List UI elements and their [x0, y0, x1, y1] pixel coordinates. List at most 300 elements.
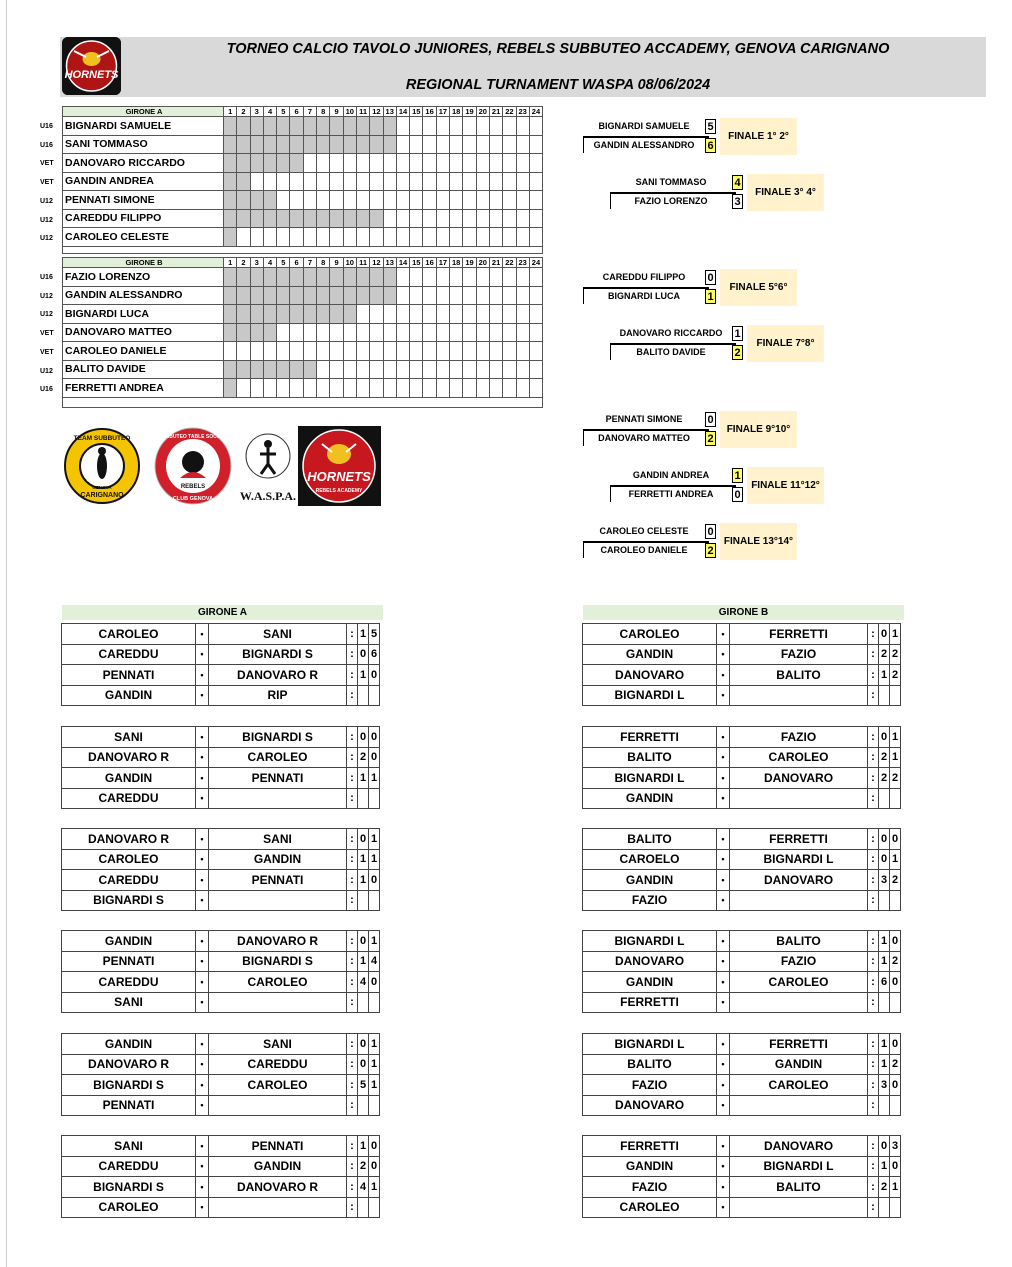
player-name: FAZIO LORENZO: [63, 268, 224, 287]
round-cell: [489, 305, 502, 324]
round-number: 8: [317, 258, 330, 268]
home-player: PENNATI: [62, 951, 196, 972]
match-row: [583, 849, 901, 870]
player-category: VET: [40, 160, 54, 168]
round-cell: [290, 117, 303, 136]
round-number: 1: [224, 107, 237, 117]
player-category: U12: [40, 292, 53, 300]
round-cell: [410, 286, 423, 305]
match-row: [583, 1034, 901, 1055]
round-cell: [436, 323, 449, 342]
round-cell: [330, 154, 343, 173]
round-cell: [476, 191, 489, 210]
final-divider: [583, 287, 709, 289]
round-cell: [396, 268, 409, 287]
away-player: FAZIO: [730, 727, 868, 748]
home-player: CAREDDU: [62, 870, 196, 891]
home-score: 1: [879, 665, 890, 686]
away-score: 2: [890, 665, 901, 686]
match-dot: •: [196, 624, 209, 645]
round-cell: [529, 135, 542, 154]
home-player: GANDIN: [583, 972, 717, 993]
score-colon: :: [347, 972, 358, 993]
away-score: 2: [890, 1054, 901, 1075]
round-cell: [516, 117, 529, 136]
final-player-2: CAROLEO DANIELE: [600, 545, 688, 555]
round-cell: [383, 342, 396, 361]
round-cell: [237, 268, 250, 287]
away-score: 0: [369, 747, 380, 768]
round-cell: [450, 117, 463, 136]
round-cell: [516, 323, 529, 342]
svg-text:REBELS ACADEMY: REBELS ACADEMY: [315, 488, 363, 494]
final-label: FINALE 5°6°: [720, 269, 797, 306]
score-colon: :: [868, 665, 879, 686]
home-score: 0: [879, 829, 890, 850]
away-score: [369, 1197, 380, 1218]
round-cell: [237, 135, 250, 154]
final-score-1: 1: [732, 326, 743, 341]
round-cell: [290, 360, 303, 379]
round-cell: [436, 209, 449, 228]
away-score: 2: [890, 768, 901, 789]
final-score-1: 5: [705, 119, 716, 134]
match-dot: •: [196, 870, 209, 891]
round-cell: [450, 172, 463, 191]
player-category: U12: [40, 216, 53, 224]
round-cell: [450, 360, 463, 379]
round-cell: [450, 305, 463, 324]
round-cell: [330, 172, 343, 191]
score-colon: :: [347, 1156, 358, 1177]
away-player: SANI: [209, 1034, 347, 1055]
away-score: 1: [369, 1034, 380, 1055]
home-player: CAREDDU: [62, 788, 196, 809]
away-player: [730, 1095, 868, 1116]
round-cell: [343, 209, 356, 228]
home-player: GANDIN: [62, 685, 196, 706]
round-cell: [317, 286, 330, 305]
home-player: DANOVARO: [583, 665, 717, 686]
round-number: 19: [463, 258, 476, 268]
match-dot: •: [196, 849, 209, 870]
match-dot: •: [196, 685, 209, 706]
match-dot: •: [717, 1095, 730, 1116]
round-cell: [250, 172, 263, 191]
round-cell: [396, 117, 409, 136]
round-cell: [529, 286, 542, 305]
player-category: VET: [40, 179, 54, 187]
match-row: [583, 992, 901, 1013]
round-cell: [317, 268, 330, 287]
round-cell: [330, 360, 343, 379]
round-cell: [343, 342, 356, 361]
away-score: 1: [369, 768, 380, 789]
home-score: [358, 890, 369, 911]
away-score: 0: [369, 1156, 380, 1177]
round-cell: [503, 209, 516, 228]
home-score: [358, 1197, 369, 1218]
round-number: 20: [476, 107, 489, 117]
round-cell: [303, 268, 316, 287]
player-category: U16: [40, 123, 53, 130]
round-cell: [263, 360, 276, 379]
home-score: [879, 1197, 890, 1218]
round-cell: [250, 305, 263, 324]
score-colon: :: [868, 624, 879, 645]
round-number: 5: [277, 107, 290, 117]
round-cell: [250, 191, 263, 210]
away-player: FERRETTI: [730, 624, 868, 645]
round-cell: [343, 117, 356, 136]
match-row: [62, 951, 380, 972]
home-score: 1: [358, 768, 369, 789]
match-row: [62, 665, 380, 686]
match-row: [62, 1136, 380, 1157]
home-score: [879, 788, 890, 809]
player-category: U16: [40, 141, 53, 149]
round-cell: [290, 286, 303, 305]
away-score: 1: [890, 727, 901, 748]
round-number: 24: [529, 258, 542, 268]
match-dot: •: [717, 727, 730, 748]
home-player: SANI: [62, 1136, 196, 1157]
round-number: 13: [383, 258, 396, 268]
round-cell: [503, 154, 516, 173]
round-cell: [436, 305, 449, 324]
round-cell: [370, 172, 383, 191]
away-score: 1: [890, 624, 901, 645]
match-dot: •: [196, 890, 209, 911]
girone-a-round-table: [61, 828, 380, 911]
round-cell: [317, 117, 330, 136]
girone-a-round-table: [61, 930, 380, 1013]
score-colon: :: [347, 870, 358, 891]
round-cell: [224, 154, 237, 173]
match-dot: •: [196, 747, 209, 768]
round-cell: [503, 360, 516, 379]
away-score: 0: [369, 665, 380, 686]
round-cell: [410, 154, 423, 173]
match-dot: •: [717, 849, 730, 870]
round-cell: [529, 323, 542, 342]
group-name: GIRONE A: [63, 107, 224, 117]
round-cell: [503, 172, 516, 191]
round-cell: [370, 117, 383, 136]
round-cell: [503, 342, 516, 361]
away-player: DANOVARO: [730, 768, 868, 789]
round-cell: [356, 342, 369, 361]
round-cell: [237, 305, 250, 324]
player-row: [63, 191, 543, 210]
final-player-2: GANDIN ALESSANDRO: [593, 140, 695, 150]
girone-a-schedule-title: GIRONE A: [62, 605, 383, 620]
home-score: 0: [358, 829, 369, 850]
away-score: 1: [369, 1054, 380, 1075]
final-label: FINALE 13°14°: [720, 523, 797, 560]
final-score-2: 3: [732, 194, 743, 209]
away-score: 2: [890, 951, 901, 972]
away-player: FERRETTI: [730, 1034, 868, 1055]
round-cell: [356, 379, 369, 398]
home-player: DANOVARO R: [62, 1054, 196, 1075]
score-colon: :: [868, 768, 879, 789]
home-score: 0: [879, 727, 890, 748]
home-player: FAZIO: [583, 1177, 717, 1198]
round-cell: [277, 117, 290, 136]
round-cell: [317, 228, 330, 247]
round-cell: [463, 154, 476, 173]
player-category: U16: [40, 386, 53, 394]
round-cell: [476, 286, 489, 305]
round-number: 23: [516, 107, 529, 117]
round-cell: [450, 379, 463, 398]
score-colon: :: [868, 1197, 879, 1218]
round-cell: [224, 209, 237, 228]
round-number: 6: [290, 258, 303, 268]
home-player: CAROLEO: [583, 624, 717, 645]
round-cell: [277, 209, 290, 228]
home-score: 4: [358, 1177, 369, 1198]
away-player: [730, 788, 868, 809]
round-cell: [410, 342, 423, 361]
home-score: 3: [879, 870, 890, 891]
round-cell: [317, 305, 330, 324]
round-cell: [529, 379, 542, 398]
match-dot: •: [717, 768, 730, 789]
round-cell: [290, 172, 303, 191]
player-category: U12: [40, 311, 53, 319]
final-player-1: CAROLEO CELESTE: [599, 526, 689, 536]
away-score: 1: [890, 1177, 901, 1198]
round-number: 14: [396, 258, 409, 268]
away-player: FAZIO: [730, 644, 868, 665]
round-cell: [250, 286, 263, 305]
round-number: 17: [436, 258, 449, 268]
away-player: [209, 788, 347, 809]
round-cell: [263, 379, 276, 398]
player-category: U12: [40, 367, 53, 375]
round-cell: [503, 268, 516, 287]
away-score: 1: [369, 931, 380, 952]
round-cell: [370, 342, 383, 361]
round-cell: [423, 228, 436, 247]
round-cell: [529, 360, 542, 379]
round-cell: [396, 154, 409, 173]
round-cell: [237, 209, 250, 228]
round-cell: [516, 172, 529, 191]
away-score: 0: [890, 1156, 901, 1177]
match-row: [583, 624, 901, 645]
match-row: [583, 951, 901, 972]
round-cell: [516, 135, 529, 154]
away-score: 0: [369, 727, 380, 748]
round-cell: [303, 305, 316, 324]
score-colon: :: [347, 829, 358, 850]
round-cell: [343, 360, 356, 379]
round-cell: [463, 286, 476, 305]
girone-a-round-table: [61, 1033, 380, 1116]
final-player-2: FAZIO LORENZO: [634, 196, 708, 206]
round-cell: [489, 286, 502, 305]
girone-b-round-table: [582, 623, 901, 706]
match-row: [583, 870, 901, 891]
round-cell: [250, 228, 263, 247]
round-cell: [423, 154, 436, 173]
match-dot: •: [717, 829, 730, 850]
player-name: BIGNARDI SAMUELE: [63, 117, 224, 136]
match-row: [583, 1156, 901, 1177]
round-cell: [529, 268, 542, 287]
player-row: [63, 360, 543, 379]
match-dot: •: [196, 1075, 209, 1096]
round-cell: [516, 191, 529, 210]
round-cell: [529, 342, 542, 361]
round-cell: [410, 228, 423, 247]
match-row: [583, 768, 901, 789]
round-number: 16: [423, 107, 436, 117]
round-cell: [237, 191, 250, 210]
home-score: 0: [879, 849, 890, 870]
match-row: [62, 849, 380, 870]
round-cell: [396, 135, 409, 154]
away-player: BALITO: [730, 931, 868, 952]
round-number: 12: [370, 107, 383, 117]
away-score: 0: [369, 1136, 380, 1157]
round-number: 14: [396, 107, 409, 117]
final-player-1: DANOVARO RICCARDO: [619, 328, 723, 338]
home-score: [358, 992, 369, 1013]
round-number: 6: [290, 107, 303, 117]
round-cell: [476, 135, 489, 154]
match-dot: •: [196, 1095, 209, 1116]
match-dot: •: [717, 931, 730, 952]
match-row: [62, 685, 380, 706]
match-dot: •: [196, 1054, 209, 1075]
round-cell: [356, 305, 369, 324]
round-cell: [250, 268, 263, 287]
away-player: CAROLEO: [209, 1075, 347, 1096]
match-dot: •: [196, 1177, 209, 1198]
away-player: DANOVARO R: [209, 1177, 347, 1198]
away-score: 0: [890, 972, 901, 993]
away-player: BIGNARDI L: [730, 849, 868, 870]
round-cell: [277, 191, 290, 210]
round-cell: [277, 154, 290, 173]
score-colon: :: [868, 1075, 879, 1096]
round-cell: [463, 342, 476, 361]
round-cell: [237, 379, 250, 398]
svg-text:W.A.S.P.A.: W.A.S.P.A.: [239, 489, 297, 503]
match-row: [62, 870, 380, 891]
round-cell: [423, 209, 436, 228]
player-category: U12: [40, 235, 53, 243]
away-player: [730, 1197, 868, 1218]
round-cell: [463, 323, 476, 342]
home-player: DANOVARO R: [62, 829, 196, 850]
round-cell: [290, 135, 303, 154]
match-row: [583, 685, 901, 706]
hornets-logo: [62, 37, 121, 95]
round-cell: [396, 305, 409, 324]
round-cell: [263, 342, 276, 361]
round-cell: [436, 228, 449, 247]
round-cell: [383, 286, 396, 305]
round-cell: [410, 379, 423, 398]
round-number: 15: [410, 258, 423, 268]
round-cell: [237, 286, 250, 305]
score-colon: :: [868, 829, 879, 850]
round-number: 5: [277, 258, 290, 268]
round-cell: [383, 117, 396, 136]
final-player-1: SANI TOMMASO: [635, 177, 707, 187]
home-score: 1: [358, 951, 369, 972]
match-row: [62, 972, 380, 993]
home-score: 0: [358, 1034, 369, 1055]
away-score: 0: [369, 870, 380, 891]
away-player: CAROLEO: [730, 1075, 868, 1096]
home-player: DANOVARO R: [62, 747, 196, 768]
home-player: BIGNARDI L: [583, 685, 717, 706]
final-divider: [610, 343, 736, 345]
round-cell: [303, 379, 316, 398]
final-label: FINALE 11°12°: [747, 467, 824, 504]
round-cell: [224, 191, 237, 210]
round-cell: [317, 323, 330, 342]
round-cell: [396, 172, 409, 191]
match-row: [62, 1095, 380, 1116]
score-colon: :: [347, 931, 358, 952]
final-label: FINALE 3° 4°: [747, 174, 824, 211]
round-cell: [250, 342, 263, 361]
home-player: CAREDDU: [62, 644, 196, 665]
round-cell: [476, 117, 489, 136]
round-cell: [450, 342, 463, 361]
round-cell: [237, 342, 250, 361]
round-cell: [303, 135, 316, 154]
round-cell: [476, 209, 489, 228]
match-row: [62, 1075, 380, 1096]
round-number: 16: [423, 258, 436, 268]
score-colon: :: [347, 1177, 358, 1198]
girone-a-round-table: [61, 623, 380, 706]
player-row: [63, 135, 543, 154]
away-player: [209, 1095, 347, 1116]
match-row: [62, 1177, 380, 1198]
round-cell: [489, 228, 502, 247]
away-player: [730, 992, 868, 1013]
home-player: FAZIO: [583, 1075, 717, 1096]
round-cell: [277, 360, 290, 379]
match-dot: •: [196, 665, 209, 686]
home-player: GANDIN: [62, 931, 196, 952]
round-cell: [503, 135, 516, 154]
final-divider: [583, 541, 709, 543]
score-colon: :: [347, 644, 358, 665]
away-score: 0: [890, 829, 901, 850]
round-cell: [237, 117, 250, 136]
score-colon: :: [347, 727, 358, 748]
round-cell: [383, 209, 396, 228]
round-cell: [463, 228, 476, 247]
away-player: BIGNARDI S: [209, 727, 347, 748]
round-cell: [303, 360, 316, 379]
round-cell: [343, 154, 356, 173]
round-cell: [516, 154, 529, 173]
round-cell: [370, 305, 383, 324]
round-cell: [356, 117, 369, 136]
away-player: SANI: [209, 624, 347, 645]
